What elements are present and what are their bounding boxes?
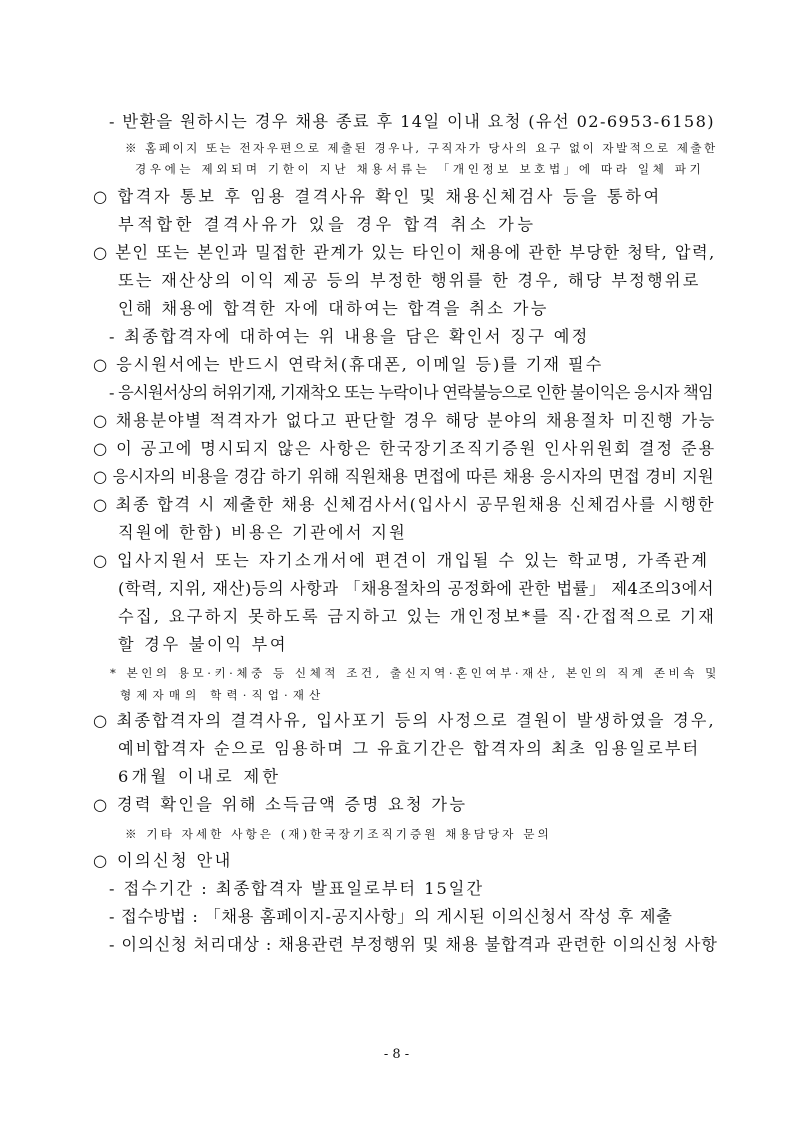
text-line: 또는 재산상의 이익 제공 등의 부정한 행위를 한 경우, 해당 부정행위로 [118, 271, 701, 290]
text-line: - 최종합격자에 대하여는 위 내용을 담은 확인서 징구 예정 [109, 327, 590, 346]
text-line: (학력, 지위, 재산)등의 사항과 「채용절차의 공정화에 관한 법률」 제4조의3에서 [118, 579, 715, 598]
note-line: 형제자매의 학력·직업·재산 [120, 688, 326, 702]
text-line: 수집, 요구하지 못하도록 금지하고 있는 개인정보*를 직·간접적으로 기재 [118, 607, 717, 626]
bullet-line: ○ 이 공고에 명시되지 않은 사항은 한국장기조직기증원 인사위원회 결정 준용 [93, 439, 717, 458]
bullet-line: ○ 경력 확인을 위해 소득금액 증명 요청 가능 [93, 795, 468, 814]
text-line: - 접수방법 : 「채용 홈페이지-공지사항」의 게시된 이의신청서 작성 후 제출 [109, 907, 673, 926]
note-line: ※ 기타 자세한 사항은 (재)한국장기조직기증원 채용담당자 문의 [125, 827, 552, 841]
bullet-line: ○ 입사지원서 또는 자기소개서에 편견이 개입될 수 있는 학교명, 가족관계 [93, 551, 710, 570]
page-number: - 8 - [383, 1047, 410, 1062]
bullet-line: ○ 합격자 통보 후 임용 결격사유 확인 및 채용신체검사 등을 통하여 [93, 187, 662, 206]
text-line: 직원에 한함) 비용은 기관에서 지원 [118, 523, 408, 542]
text-line: - 반환을 원하시는 경우 채용 종료 후 14일 이내 요청 (유선 02-6953-6158) [109, 112, 716, 131]
bullet-line: ○ 이의신청 안내 [93, 851, 233, 870]
bullet-line: ○ 채용분야별 적격자가 없다고 판단할 경우 해당 분야의 채용절차 미진행 가능 [93, 411, 717, 430]
text-line: 인해 채용에 합격한 자에 대하여는 합격을 취소 가능 [118, 299, 549, 318]
text-line: - 이의신청 처리대상 : 채용관련 부정행위 및 채용 불합격과 관련한 이의신청 사항 [109, 935, 718, 954]
note-line: * 본인의 용모·키·체중 등 신체적 조건, 출신지역·혼인여부·재산, 본인의 직계 존비속 및 [110, 666, 720, 680]
note-line: ※ 홈페이지 또는 전자우편으로 제출된 경우나, 구직자가 당사의 요구 없이 자발적으로 제출한 [125, 141, 718, 155]
bullet-line: ○ 최종합격자의 결격사유, 입사포기 등의 사정으로 결원이 발생하였을 경우, [93, 711, 716, 730]
text-line: 할 경우 불이익 부여 [118, 635, 289, 654]
note-line: 경우에는 제외되며 기한이 지난 채용서류는 「개인정보 보호법」에 따라 일체 파기 [135, 162, 705, 176]
bullet-line: ○ 본인 또는 본인과 밀접한 관계가 있는 타인이 채용에 관한 부당한 청탁, 압력, [93, 243, 716, 262]
text-line: 예비합격자 순으로 임용하며 그 유효기간은 합격자의 최초 임용일로부터 [118, 739, 701, 758]
text-line: 6개월 이내로 제한 [118, 767, 282, 786]
text-line: - 접수기간 : 최종합격자 발표일로부터 15일간 [109, 879, 485, 898]
bullet-line: ○ 응시원서에는 반드시 연락처(휴대폰, 이메일 등)를 기재 필수 [93, 355, 604, 374]
text-line: - 응시원서상의 허위기재, 기재착오 또는 누락이나 연락불능으로 인한 불이익은 응시자 책임 [109, 383, 713, 402]
text-line: 부적합한 결격사유가 있을 경우 합격 취소 가능 [118, 215, 537, 234]
bullet-line: ○ 최종 합격 시 제출한 채용 신체검사서(입사시 공무원채용 신체검사를 시행한 [93, 495, 716, 514]
bullet-line: ○ 응시자의 비용을 경감 하기 위해 직원채용 면접에 따른 채용 응시자의 면접 경비 지원 [93, 467, 714, 486]
